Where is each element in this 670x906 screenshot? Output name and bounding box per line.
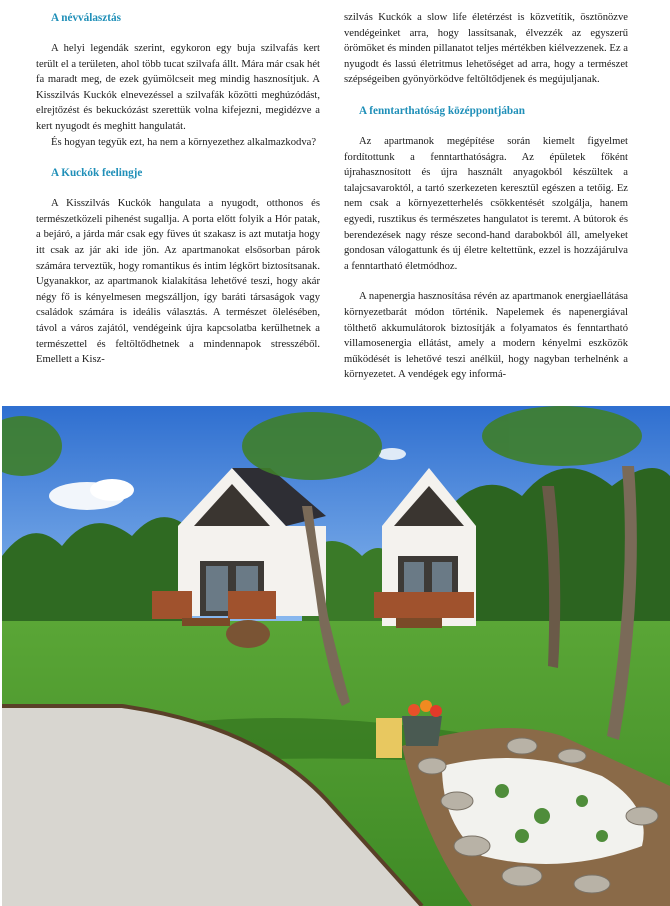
section-heading-naming: A névválasztás — [51, 12, 121, 24]
section-heading-feeling: A Kuckók feelingje — [51, 167, 143, 180]
left-column — [36, 10, 320, 368]
right-column — [344, 10, 628, 383]
barrel — [226, 620, 270, 648]
section-heading-sustainability: A fenntarthatóság középpontjában — [359, 104, 525, 117]
bucket — [376, 718, 402, 758]
flower-pot — [402, 716, 442, 746]
garden-photo — [2, 406, 670, 906]
paragraph: És hogyan tegyük ezt, ha nem a környezethez alkalmazkodva? — [51, 136, 317, 148]
paragraph: Az apartmanok megépítése során kiemelt figyelmet fordítottunk a fenntarthatóságra. Az épületek főként újrahasznosított és újra használt anyagokból készültek a talajcsavaroktól, a tartó szerkezeten keresztül egészen a tetőig. Ez nem csak a környezetterhelés csökkentését szolgálja, hanem egyedi, rusztikus és természetes hangulatot is teremt. A bútorok és berendezések nagy része second-hand darabokból áll, amelyeket gondosan válogattunk és új életre keltettünk, ezzel is hozzájárulva a fenntartható életmódhoz. — [344, 135, 628, 272]
paragraph: A Kisszilvás Kuckók hangulata a nyugodt, otthonos és természetközeli pihenést sugallja. A porta előtt folyik a Hór patak, a bejáró, a járda már csak egy füves út szakasz is azt mutatja hogy itt csak az jár aki ide jön. Az apartmanokat elsősorban párok számára terveztük, hogy romantikus és intim légkört biztosítsanak. Ugyanakkor, az apartmanok kialakítása lehetővé teszi, hogy akár négy fő is kényelmesen megszálljon, így baráti társaságok vagy családok számára is ideális választás. A természet ölelésében, távol a város zajától, vendégeink újra kapcsolatba kerülhetnek a természettel és feltöltődhetnek a mindennapok stresszéből. Emellett a Kisz- — [36, 198, 320, 366]
paragraph: A napenergia hasznosítása révén az apartmanok energiaellátása környezetbarát módon történik. Napelemek és napenergiával tölthető akkumulátorok biztosítják a folyamatos és fenntartható villamosenergia ellátást, amely a modern kényelmi eszközök működését is lehetővé teszi anélkül, hogy nagyban terhelnénk a környezetet. A vendégek egy informá- — [344, 291, 628, 381]
paragraph: szilvás Kuckók a slow life életérzést is közvetítik, ösztönözve vendégeinket arra, hogy lassítsanak, élvezzék az egyszerű örömöket és minden pillanatot teljes mértékben kiélvezzenek. Ez a nyugodt és lassú életritmus lehetőséget ad arra, hogy a természet szépségeiben gyönyörködve feltöltődjenek és megújuljanak. — [344, 12, 628, 86]
paragraph: A helyi legendák szerint, egykoron egy buja szilvafás kert terült el a területen, ahol több tucat szilvafa állt. Mára már csak hét fa maradt meg, de ezek gyümölcseit meg mindig hasznosítjuk. A Kisszilvás Kuckók elnevezéssel a szilvafák közötti meghúzódást, elrejtőzést és bekuckózást szerettük volna kifejezni, megidézve a kert nyugodt és meghitt hangulatát. — [36, 43, 320, 132]
